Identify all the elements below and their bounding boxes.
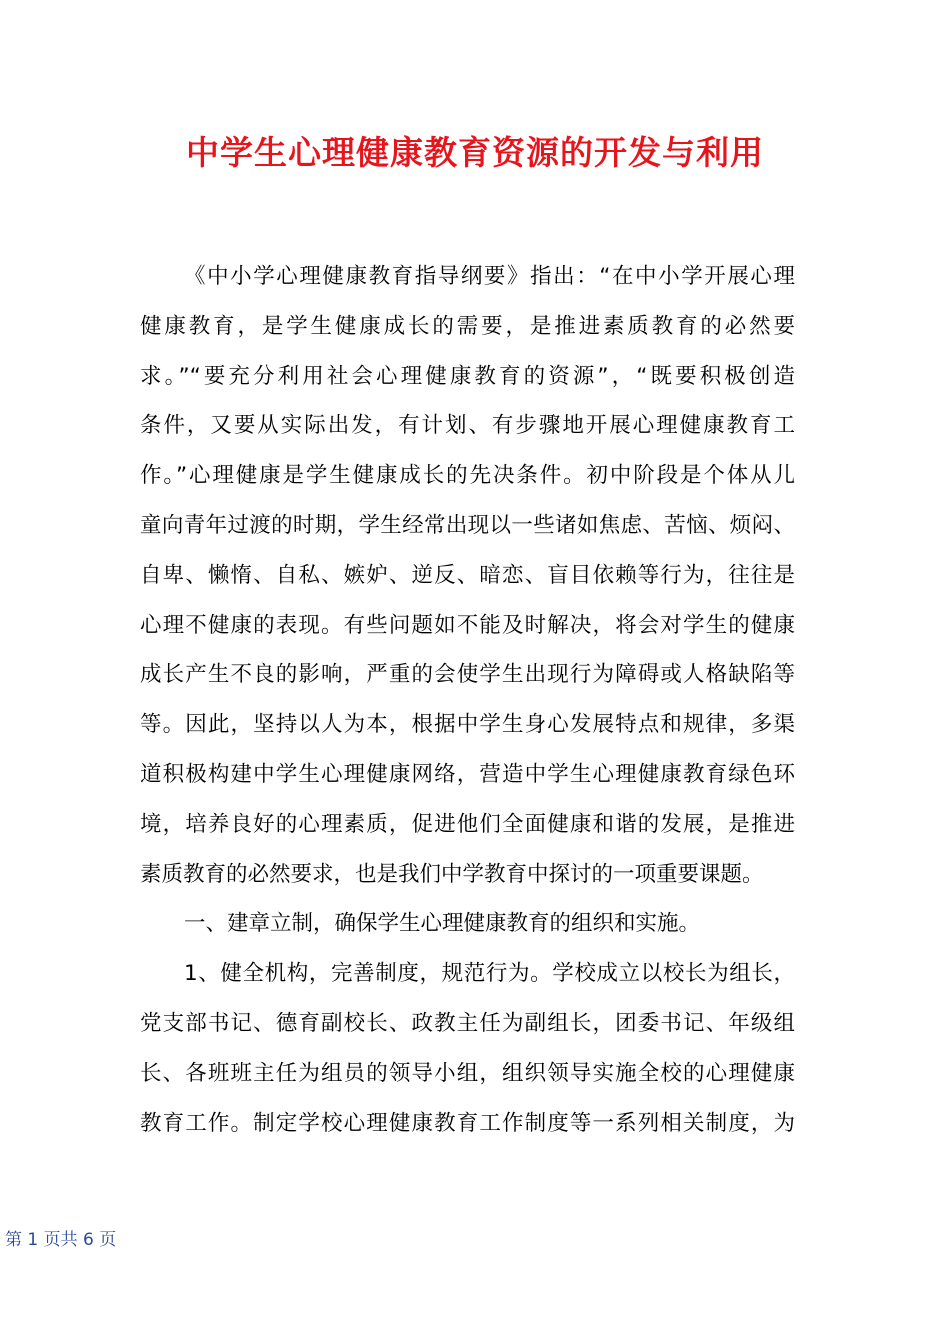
paragraph-line: 作。”心理健康是学生健康成长的先决条件。初中阶段是个体从儿 [140,463,795,489]
paragraph-line: 童向青年过渡的时期，学生经常出现以一些诸如焦虑、苦恼、烦闷、 [140,512,795,538]
paragraph-line: 1、健全机构，完善制度，规范行为。学校成立以校长为组长， [184,961,795,987]
paragraph-line: 条件，又要从实际出发，有计划、有步骤地开展心理健康教育工 [140,413,795,439]
paragraph-line: 成长产生不良的影响，严重的会使学生出现行为障碍或人格缺陷等 [140,662,795,688]
paragraph-line: 素质教育的必然要求，也是我们中学教育中探讨的一项重要课题。 [140,861,764,887]
paragraph-line: 健康教育，是学生健康成长的需要，是推进素质教育的必然要 [140,313,795,339]
document-body [140,252,795,1148]
paragraph-line: 心理不健康的表现。有些问题如不能及时解决，将会对学生的健康 [140,612,795,638]
paragraph-line: 教育工作。制定学校心理健康教育工作制度等一系列相关制度，为 [140,1110,795,1136]
paragraph-line: 自卑、懒惰、自私、嫉妒、逆反、暗恋、盲目依赖等行为，往往是 [140,562,795,588]
paragraph-line: 党支部书记、德育副校长、政教主任为副组长，团委书记、年级组 [140,1010,795,1036]
paragraph-line: 求。”“要充分利用社会心理健康教育的资源”，“既要积极创造 [140,363,795,389]
paragraph-line: 《中小学心理健康教育指导纲要》指出：“在中小学开展心理 [184,264,795,289]
paragraph-line: 道积极构建中学生心理健康网络，营造中学生心理健康教育绿色环 [140,761,795,787]
paragraph-line: 长、各班班主任为组员的领导小组，组织领导实施全校的心理健康 [140,1060,795,1086]
paragraph-line: 等。因此，坚持以人为本，根据中学生身心发展特点和规律，多渠 [140,712,795,738]
section-heading: 一、建章立制，确保学生心理健康教育的组织和实施。 [184,911,701,937]
document-title: 中学生心理健康教育资源的开发与利用 [186,133,764,172]
page-number-footer: 第 1 页共 6 页 [5,1230,117,1250]
paragraph-line: 境，培养良好的心理素质，促进他们全面健康和谐的发展，是推进 [140,811,795,837]
